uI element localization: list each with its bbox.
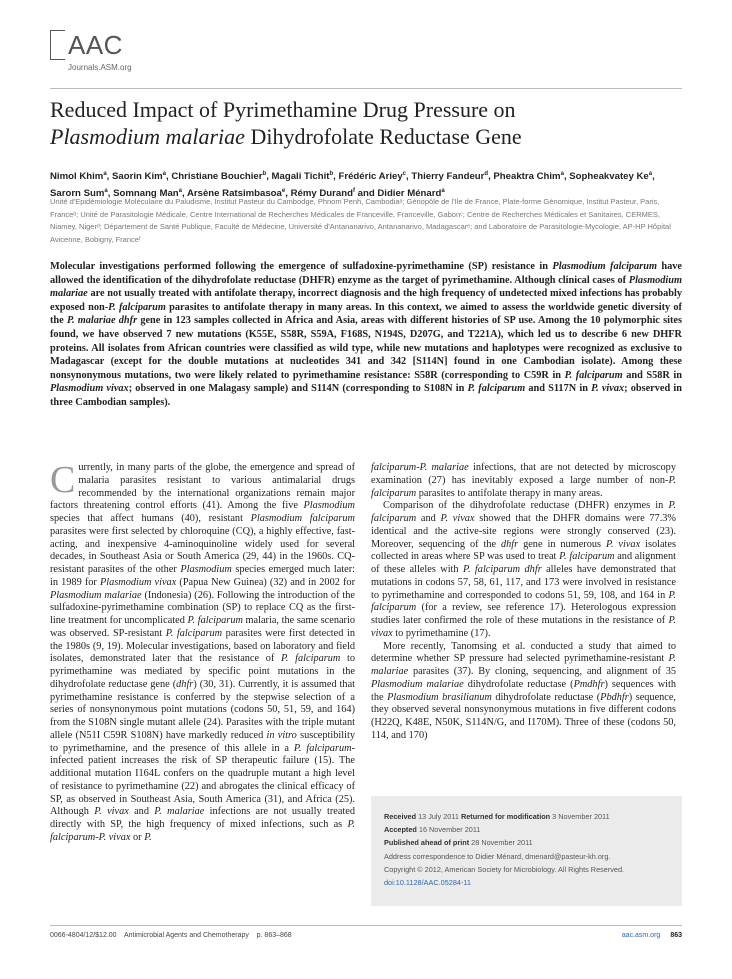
intro-paragraph-1-cont: falciparum-P. malariae infections, that are not detected by microscopy examination (27) has inevitably exposed a large number of non-P. falciparum parasites to antifolate therapy in many areas. (371, 462, 676, 499)
title-line-2: Dihydrofolate Reductase Gene (244, 124, 522, 149)
header-divider (50, 88, 682, 89)
accepted-date: 16 November 2011 (418, 825, 481, 835)
logo-name: AAC (68, 30, 123, 60)
journal-logo (50, 30, 146, 90)
body-column-right (371, 462, 676, 743)
article-title (50, 96, 690, 150)
intro-paragraph-3: More recently, Tanomsing et al. conducted a study that aimed to determine whether SP pressure had selected pyrimethamine-resistant P. malariae parasites (37). By cloning, sequencing, and alignment of 35 Plasmodium malariae dihydrofolate reductase (Pmdhfr) sequences with the Plasmodium brasilianum dihydrofolate reductase (Pbdhfr) sequence, they observed several nonsynonymous mutations in five different codons (H22Q, K48E, N50K, S114N/G, and I170M). Three of these (codons 50, 114, and 170) (371, 640, 677, 741)
author-name: Pheaktra Chim$^a$ (493, 171, 564, 183)
author-name: Frédéric Ariey$^c$ (338, 171, 406, 183)
returned-date: 3 November 2011 (552, 812, 610, 821)
author-name: Thierry Fandeur$^d$ (411, 171, 489, 183)
copyright: Copyright © 2012, American Society for Microbiology. All Rights Reserved. (384, 864, 625, 874)
author-name: Christiane Bouchier$^b$ (171, 171, 267, 183)
page-footer (50, 932, 682, 939)
title-line-1: Reduced Impact of Pyrimethamine Drug Pressure on (50, 97, 516, 122)
correspondence: Address correspondence to Didier Ménard, dmenard@pasteur-kh.org. (384, 851, 611, 861)
published-date: 28 November 2011 (471, 838, 533, 848)
author-name: Sarorn Sum$^a$ (50, 188, 108, 200)
author-name: Arsène Ratsimbasoa$^e$ (186, 188, 286, 200)
body-column-left (50, 459, 355, 845)
author-name: Rémy Durand$^f$ (290, 188, 355, 200)
received-date: 13 July 2011 (418, 812, 459, 821)
logo-bracket-icon (50, 30, 65, 60)
logo-subtitle: Journals.ASM.org (68, 63, 132, 72)
published-label: Published ahead of print (384, 838, 470, 848)
title-species: Plasmodium malariae (50, 124, 245, 149)
author-list: Nimol Khim$^a$, Saorin Kim$^a$, Christiane Bouchier$^b$, Magali Tichit$^b$, Frédéric Ariey$^c$, Thierry Fandeur$^d$, Pheaktra Chim$^a$, Sopheakvatey Ke$^a$, Sarorn Sum$^a$, Somnang Man$^a$, Arsène Ratsimbasoa$^e$, Rémy Durand$^f$ and Didier Ménard$^a$ (50, 171, 655, 200)
received-label: Received (384, 812, 417, 821)
abstract: Molecular investigations performed following the emergence of sulfadoxine-pyrimethamine (SP) resistance in Plasmodium falciparum have allowed the identification of the dihydrofolate reductase (DHFR) enzyme as the target of pyrimethamine. Although clinical cases of Plasmodium malariae are not usually treated with antifolate therapy, incorrect diagnosis and the high frequency of undetected mixed infections has probably exposed non-P. falciparum parasites to antifolate therapy in many areas. In this context, we aimed to assess the worldwide genetic diversity of the P. malariae dhfr gene in 123 samples collected in Africa and Asia, areas with different histories of SP use. Among the 10 polymorphic sites found, we have observed 7 new mutations (K55E, S58R, S59A, F168S, N194S, D207G, and T221A), which led us to describe 6 new DHFR proteins. All isolates from African countries were classified as wild type, while new mutations and haplotypes were recognized as exclusive to Madagascar (except for the double mutations at nucleotides 341 and 342 [S114N] found in one Cambodian isolate). Among these nonsynonymous mutations, two were likely related to pyrimethamine resistance: S58R (corresponding to C59R in P. falciparum and S58R in Plasmodium vivax; observed in one Malagasy sample) and S114N (corresponding to S108N in P. falciparum and S117N in P. vivax; observed in three Cambodian samples). (50, 261, 683, 408)
returned-label: Returned for modification (460, 812, 551, 821)
article-info-box (371, 796, 682, 906)
accepted-label: Accepted (384, 825, 417, 835)
author-name: and Didier Ménard$^a$ (357, 188, 445, 200)
journal-site-link[interactable]: aac.asm.org (621, 932, 661, 939)
footer-citation: 0066-4804/12/$12.00 Antimicrobial Agents and Chemotherapy p. 863–868 (50, 932, 292, 939)
author-name: Somnang Man$^a$ (113, 188, 182, 200)
intro-paragraph-1: urrently, in many parts of the globe, the emergence and spread of malaria parasites resistant to various antimalarial drugs recommended by the international organizations remain major factors threatening control efforts (41). Among the five Plasmodium species that affect humans (40), resistant Plasmodium falciparum parasites were first selected by chloroquine (CQ), a highly effective, fast-acting, and inexpensive 4-aminoquinoline widely used for several decades, in Southeast Asia or South America (29, 44) in the 1960s. CQ-resistant parasites of the other Plasmodium species emerged much later: in 1989 for Plasmodium vivax (Papua New Guinea) (32) and in 2002 for Plasmodium malariae (Indonesia) (26). Following the introduction of the sulfadoxine-pyrimethamine combination (SP) to replace CQ as the first-line treatment for uncomplicated P. falciparum malaria, the same scenario was observed. SP-resistant P. falciparum parasites were first detected in the 1980s (9, 19). Molecular investigations, based on laboratory and field isolates, demonstrated later that the resistance of P. falciparum to pyrimethamine was mediated by specific point mutations in the dihydrofolate reductase gene (dhfr) (30, 31). Currently, it is assumed that pyrimethamine resistance is conferred by the stepwise selection of a series of nonsynonymous point mutations (codons 50, 51, 59, and 164) from the S108N single mutant allele (24). Parasites with the triple mutant allele (N51I C59R S108N) have markedly reduced in vitro susceptibility to pyrimethamine, and the presence of this allele in a P. falciparum-infected patient increases the risk of SP therapeutic failure (15). The additional mutation I164L confers on the quadruple mutant a high level of resistance to pyrimethamine (22) and abrogates the clinical efficacy of SP, as observed in Southeast Asia, South America (31), and Africa (25). Although P. vivax and P. malariae infections are not usually treated directly with SP, the high frequency of mixed infections, such as P. falciparum-P. vivax or P. (50, 462, 355, 843)
intro-paragraph-2: Comparison of the dihydrofolate reductase (DHFR) enzymes in P. falciparum and P. vivax showed that the DHFR domains were 77.3% identical and the active-site regions were strongly conserved (23). Moreover, sequencing of the dhfr gene in numerous P. vivax isolates collected in areas where SP was used to treat P. falciparum and alignment of these alleles with P. falciparum dhfr alleles have demonstrated that mutations in codons 57, 58, 61, 117, and 173 were involved in resistance to pyrimethamine and corresponded to codons 51, 59, 108, and 164 in P. falciparum (for a review, see reference 17). Heterologous expression studies later confirmed the role of these mutations in the resistance of P. vivax to pyrimethamine (17). (371, 500, 676, 639)
author-name: Nimol Khim$^a$ (50, 171, 107, 183)
footer-divider (50, 925, 682, 926)
author-name: Sopheakvatey Ke$^a$ (569, 171, 653, 183)
page-number: 863 (670, 932, 682, 939)
affiliations: Unité d'Epidémiologie Moléculaire du Paludisme, Institut Pasteur du Cambodge, Phnom Penh, Cambodiaᵃ; Génopôle de l'Ile de France, Plate-forme Génomique, Institut Pasteur, Paris, Franceᵇ; Unité de Parasitologie Médicale, Centre International de Recherches Médicales de Franceville, Franceville, Gabonᶜ; Centre de Recherches Médicales et Sanitaires, CERMES, Niamey, Nigerᵈ; Département de Santé Publique, Faculté de Médecine, Université d'Antananarivo, Antananarivo, Madagascarᵉ; and Laboratoire de Parasitologie-Mycologie, AP-HP Hôpital Avicenne, Bobigny, Franceᶠ (50, 197, 671, 244)
doi-link[interactable]: doi:10.1128/AAC.05284-11 (384, 878, 471, 888)
author-name: Magali Tichit$^b$ (271, 171, 334, 183)
author-name: Saorin Kim$^a$ (112, 171, 166, 183)
drop-cap: C (50, 459, 76, 501)
